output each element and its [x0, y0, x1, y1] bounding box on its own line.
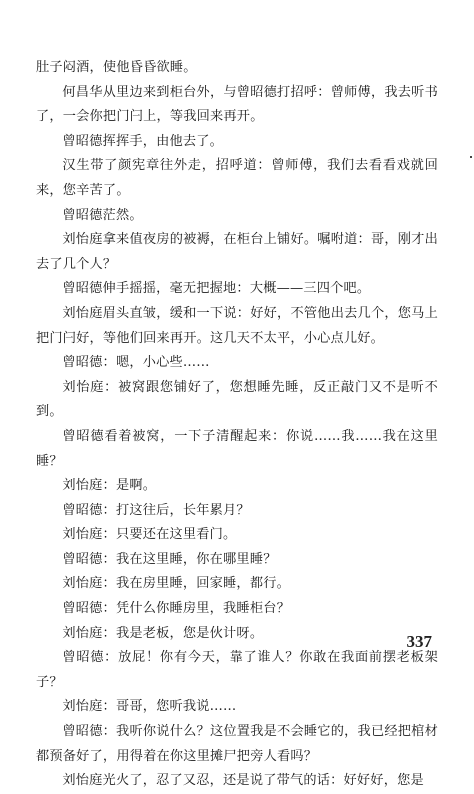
paragraph: 曾昭德：凭什么你睡房里，我睡柜台？ [62, 601, 290, 617]
text-body [36, 56, 438, 794]
paragraph: 何昌华从里边来到柜台外，与曾昭德打招呼：曾师傅，我去听书了，一会你把门闩上，等我回来再开。 [36, 84, 438, 125]
paragraph: 曾昭德：我听你说什么？这位置我是不会睡它的，我已经把棺材都预备好了，用得着在你这里摊尸把旁人看吗？ [36, 724, 438, 764]
paragraph: 曾昭德：嗯，小心些…… [62, 355, 210, 371]
paragraph: 刘怡庭：被窝跟您铺好了，您想睡先睡，反正敲门又不是听不到。 [36, 379, 438, 420]
paragraph: 曾昭德茫然。 [62, 207, 143, 223]
page-number: 337 [406, 632, 432, 651]
paragraph: 刘怡庭光火了，忍了又忍，还是说了带气的话：好好好，您是 [62, 773, 424, 789]
paragraph: 刘怡庭：哥哥，您听我说…… [62, 699, 237, 715]
paragraph: 汉生带了颜宪章往外走，招呼道：曾师傅，我们去看看戏就回来，您辛苦了。 [36, 158, 438, 198]
edge-mark [470, 156, 472, 158]
paragraph: 刘怡庭拿来值夜房的被褥，在柜台上铺好。嘱咐道：哥，刚才出去了几个人？ [36, 232, 438, 272]
paragraph: 曾昭德挥挥手，由他去了。 [62, 133, 224, 149]
paragraph: 曾昭德：打这往后，长年累月？ [62, 502, 250, 518]
paragraph: 刘怡庭：只要还在这里看门。 [62, 527, 237, 543]
paragraph: 曾昭德伸手摇摇，毫无把握地：大概——三四个吧。 [62, 281, 371, 297]
paragraph: 曾昭德看着被窝，一下子清醒起来：你说……我……我在这里睡？ [36, 428, 438, 469]
paragraph: 刘怡庭：是啊。 [62, 478, 157, 494]
paragraph: 肚子闷酒，使他昏昏欲睡。 [36, 60, 197, 75]
paragraph: 刘怡庭眉头直皱，缓和一下说：好好，不管他出去几个，您马上把门闩好，等他们回来再开。这几天不太平，小心点儿好。 [36, 305, 438, 346]
paragraph: 刘怡庭：我在房里睡，回家睡，都行。 [62, 576, 290, 592]
paragraph: 曾昭德：我在这里睡，你在哪里睡？ [62, 551, 277, 567]
paragraph: 曾昭德：放屁！你有今天，靠了谁人？你敢在我面前摆老板架子？ [36, 650, 438, 690]
paragraph: 刘怡庭：我是老板，您是伙计呀。 [62, 625, 264, 641]
